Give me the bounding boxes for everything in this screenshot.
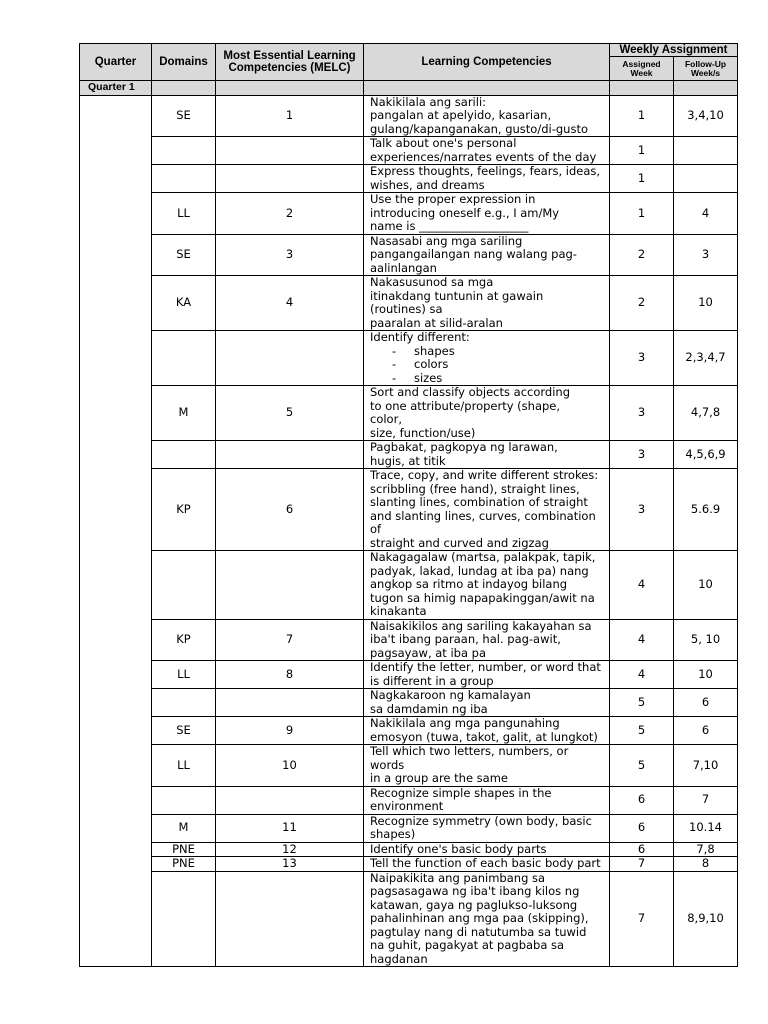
competency-text: Recognize simple shapes in the environment bbox=[370, 786, 552, 813]
assigned-week-cell: 4 bbox=[610, 661, 674, 689]
competency-text: Nakagagalaw (martsa, palakpak, tapik, padyak, lakad, lundag at iba pa) nang angkop sa ritmo at indayog bilang tugon sa himig napapakinggan/awit na kinakanta bbox=[370, 550, 596, 618]
domain-cell bbox=[152, 331, 216, 386]
sub-list-item bbox=[392, 372, 606, 386]
domain-cell: M bbox=[152, 386, 216, 441]
assigned-week-cell: 3 bbox=[610, 469, 674, 551]
domain-cell: LL bbox=[152, 193, 216, 235]
competency-text: Tell which two letters, numbers, or words in a group are the same bbox=[370, 744, 569, 785]
competency-sub-list bbox=[370, 345, 606, 386]
competency-text: Pagbakat, pagkopya ng larawan, hugis, at titik bbox=[370, 440, 558, 468]
domain-cell: SE bbox=[152, 717, 216, 745]
domain-cell: SE bbox=[152, 95, 216, 137]
table-row bbox=[80, 386, 738, 441]
assigned-week-cell: 7 bbox=[610, 871, 674, 967]
melc-number-cell bbox=[216, 137, 364, 165]
table-row bbox=[80, 857, 738, 872]
assigned-week-cell: 5 bbox=[610, 745, 674, 787]
melc-number-cell bbox=[216, 551, 364, 620]
melc-number-cell: 5 bbox=[216, 386, 364, 441]
sub-list-item bbox=[392, 358, 606, 372]
competency-text: Nagkakaroon ng kamalayan sa damdamin ng iba bbox=[370, 688, 531, 716]
melc-number-cell: 6 bbox=[216, 469, 364, 551]
competency-text: Recognize symmetry (own body, basic shapes) bbox=[370, 814, 592, 841]
follow-up-cell: 7,10 bbox=[674, 745, 738, 787]
bullet-dash: - bbox=[392, 357, 397, 371]
table-row bbox=[80, 137, 738, 165]
sub-list-item bbox=[392, 345, 606, 359]
melc-number-cell: 2 bbox=[216, 193, 364, 235]
quarter-row-blank bbox=[610, 81, 674, 96]
table-row bbox=[80, 276, 738, 331]
follow-up-cell: 6 bbox=[674, 717, 738, 745]
competency-cell bbox=[364, 331, 610, 386]
assigned-week-cell: 6 bbox=[610, 842, 674, 857]
follow-up-cell bbox=[674, 137, 738, 165]
assigned-week-cell: 1 bbox=[610, 193, 674, 235]
follow-up-cell: 5.6.9 bbox=[674, 469, 738, 551]
competency-text: Nakikilala ang mga pangunahing emosyon (tuwa, takot, galit, at lungkot) bbox=[370, 716, 598, 744]
follow-up-cell: 10 bbox=[674, 661, 738, 689]
domain-cell: PNE bbox=[152, 857, 216, 872]
competency-cell bbox=[364, 745, 610, 787]
melc-number-cell: 7 bbox=[216, 619, 364, 661]
sub-list-text: shapes bbox=[414, 343, 455, 358]
competency-text: Sort and classify objects according to one attribute/property (shape, color, size, function/use) bbox=[370, 385, 570, 440]
assigned-week-cell: 6 bbox=[610, 786, 674, 814]
competency-cell bbox=[364, 857, 610, 872]
competency-text: Nakasusunod sa mga itinakdang tuntunin at gawain (routines) sa paaralan at silid-aralan bbox=[370, 275, 544, 330]
follow-up-cell: 4 bbox=[674, 193, 738, 235]
assigned-week-cell: 2 bbox=[610, 234, 674, 276]
domain-cell: PNE bbox=[152, 842, 216, 857]
assigned-week-cell: 7 bbox=[610, 857, 674, 872]
melc-number-cell: 4 bbox=[216, 276, 364, 331]
competency-cell bbox=[364, 814, 610, 842]
table-row bbox=[80, 441, 738, 469]
competency-cell bbox=[364, 234, 610, 276]
competency-text: Identify one's basic body parts bbox=[370, 842, 547, 856]
competency-cell bbox=[364, 469, 610, 551]
melc-number-cell: 3 bbox=[216, 234, 364, 276]
melc-number-cell: 10 bbox=[216, 745, 364, 787]
table-row bbox=[80, 661, 738, 689]
melc-number-cell bbox=[216, 331, 364, 386]
competency-text: Express thoughts, feelings, fears, ideas, wishes, and dreams bbox=[370, 164, 601, 192]
follow-up-cell: 3 bbox=[674, 234, 738, 276]
melc-number-cell bbox=[216, 871, 364, 967]
competency-text: Tell the function of each basic body part bbox=[370, 856, 601, 870]
assigned-week-cell: 4 bbox=[610, 619, 674, 661]
competency-cell bbox=[364, 689, 610, 717]
domain-cell: SE bbox=[152, 234, 216, 276]
competency-text: Trace, copy, and write different strokes: scribbling (free hand), straight lines, slanting lines, combination of straight and slanting lines, curves, combination of straight and curved and zigzag bbox=[370, 468, 599, 550]
assigned-week-cell: 2 bbox=[610, 276, 674, 331]
table-row bbox=[80, 331, 738, 386]
competency-cell bbox=[364, 842, 610, 857]
follow-up-cell: 3,4,10 bbox=[674, 95, 738, 137]
table-row bbox=[80, 95, 738, 137]
competency-cell bbox=[364, 95, 610, 137]
header-follow-up: Follow-Up Week/s bbox=[674, 57, 738, 81]
table-row bbox=[80, 842, 738, 857]
competency-text: Identify the letter, number, or word that is different in a group bbox=[370, 660, 601, 688]
table-row bbox=[80, 689, 738, 717]
competency-cell bbox=[364, 661, 610, 689]
follow-up-cell: 8,9,10 bbox=[674, 871, 738, 967]
quarter-row bbox=[80, 81, 738, 96]
sub-list-text: colors bbox=[414, 357, 449, 371]
table-row bbox=[80, 619, 738, 661]
quarter-row-blank bbox=[674, 81, 738, 96]
competency-text: Nakikilala ang sarili: pangalan at apelyido, kasarian, gulang/kapanganakan, gusto/di-gusto bbox=[370, 95, 588, 136]
table-row bbox=[80, 786, 738, 814]
table-row bbox=[80, 469, 738, 551]
assigned-week-cell: 1 bbox=[610, 165, 674, 193]
header-competencies: Learning Competencies bbox=[364, 44, 610, 81]
competency-cell bbox=[364, 386, 610, 441]
competency-text: Naisakikilos ang sariling kakayahan sa iba't ibang paraan, hal. pag-awit, pagsayaw, at iba pa bbox=[370, 619, 592, 660]
competency-text: Naipakikita ang panimbang sa pagsasagawa ng iba't ibang kilos ng katawan, gaya ng paglukso-luksong pahalinhinan ang mga paa (skipping), pagtulay nang di natutumba sa tuwid na guhit, pagakyat at pagbaba sa hagdanan bbox=[370, 871, 589, 966]
competency-text: Nasasabi ang mga sariling pangangailangan nang walang pag- aalinlangan bbox=[370, 234, 577, 275]
assigned-week-cell: 6 bbox=[610, 814, 674, 842]
assigned-week-cell: 1 bbox=[610, 137, 674, 165]
domain-cell: KA bbox=[152, 276, 216, 331]
assigned-week-cell: 1 bbox=[610, 95, 674, 137]
follow-up-cell bbox=[674, 165, 738, 193]
melc-number-cell: 12 bbox=[216, 842, 364, 857]
domain-cell bbox=[152, 689, 216, 717]
domain-cell bbox=[152, 871, 216, 967]
domain-cell bbox=[152, 165, 216, 193]
table-row bbox=[80, 871, 738, 967]
quarter-label: Quarter 1 bbox=[80, 81, 152, 96]
quarter-row-blank bbox=[216, 81, 364, 96]
follow-up-cell: 10.14 bbox=[674, 814, 738, 842]
header-weekly-assignment: Weekly Assignment bbox=[610, 44, 738, 57]
bullet-dash: - bbox=[392, 370, 397, 385]
domain-cell bbox=[152, 137, 216, 165]
melc-table bbox=[79, 43, 738, 967]
follow-up-cell: 7 bbox=[674, 786, 738, 814]
table-row bbox=[80, 165, 738, 193]
domain-cell bbox=[152, 551, 216, 620]
follow-up-cell: 4,7,8 bbox=[674, 386, 738, 441]
assigned-week-cell: 3 bbox=[610, 386, 674, 441]
competency-cell bbox=[364, 276, 610, 331]
table-row bbox=[80, 717, 738, 745]
table-row bbox=[80, 745, 738, 787]
melc-number-cell: 13 bbox=[216, 857, 364, 872]
assigned-week-cell: 3 bbox=[610, 441, 674, 469]
competency-cell bbox=[364, 717, 610, 745]
quarter-row-blank bbox=[152, 81, 216, 96]
follow-up-cell: 2,3,4,7 bbox=[674, 331, 738, 386]
domain-cell bbox=[152, 441, 216, 469]
follow-up-cell: 4,5,6,9 bbox=[674, 441, 738, 469]
domain-cell: KP bbox=[152, 619, 216, 661]
melc-number-cell: 1 bbox=[216, 95, 364, 137]
sub-list-text: sizes bbox=[414, 370, 443, 385]
melc-number-cell bbox=[216, 786, 364, 814]
assigned-week-cell: 5 bbox=[610, 717, 674, 745]
follow-up-cell: 6 bbox=[674, 689, 738, 717]
melc-number-cell bbox=[216, 441, 364, 469]
melc-number-cell: 11 bbox=[216, 814, 364, 842]
domain-cell bbox=[152, 786, 216, 814]
follow-up-cell: 10 bbox=[674, 276, 738, 331]
domain-cell: KP bbox=[152, 469, 216, 551]
quarter-row-blank bbox=[364, 81, 610, 96]
competency-cell bbox=[364, 619, 610, 661]
table-row bbox=[80, 193, 738, 235]
table-row bbox=[80, 551, 738, 620]
domain-cell: LL bbox=[152, 745, 216, 787]
competency-cell bbox=[364, 193, 610, 235]
quarter-column-blank bbox=[80, 95, 152, 967]
competency-cell bbox=[364, 551, 610, 620]
follow-up-cell: 5, 10 bbox=[674, 619, 738, 661]
header-assigned-week: Assigned Week bbox=[610, 57, 674, 81]
assigned-week-cell: 5 bbox=[610, 689, 674, 717]
assigned-week-cell: 3 bbox=[610, 331, 674, 386]
melc-number-cell bbox=[216, 689, 364, 717]
competency-cell bbox=[364, 137, 610, 165]
competency-text: Identify different: bbox=[370, 330, 470, 344]
follow-up-cell: 8 bbox=[674, 857, 738, 872]
melc-number-cell: 9 bbox=[216, 717, 364, 745]
competency-text: Use the proper expression in introducing oneself e.g., I am/My name is ___________________ bbox=[370, 192, 560, 233]
follow-up-cell: 10 bbox=[674, 551, 738, 620]
domain-cell: M bbox=[152, 814, 216, 842]
competency-cell bbox=[364, 871, 610, 967]
header-melc: Most Essential Learning Competencies (MELC) bbox=[216, 44, 364, 81]
header-domains: Domains bbox=[152, 44, 216, 81]
competency-cell bbox=[364, 786, 610, 814]
competency-cell bbox=[364, 441, 610, 469]
competency-text: Talk about one's personal experiences/narrates events of the day bbox=[370, 136, 597, 164]
table-row bbox=[80, 814, 738, 842]
follow-up-cell: 7,8 bbox=[674, 842, 738, 857]
melc-number-cell: 8 bbox=[216, 661, 364, 689]
melc-number-cell bbox=[216, 165, 364, 193]
domain-cell: LL bbox=[152, 661, 216, 689]
assigned-week-cell: 4 bbox=[610, 551, 674, 620]
table-row bbox=[80, 234, 738, 276]
competency-cell bbox=[364, 165, 610, 193]
header-quarter: Quarter bbox=[80, 44, 152, 81]
bullet-dash: - bbox=[392, 343, 397, 358]
